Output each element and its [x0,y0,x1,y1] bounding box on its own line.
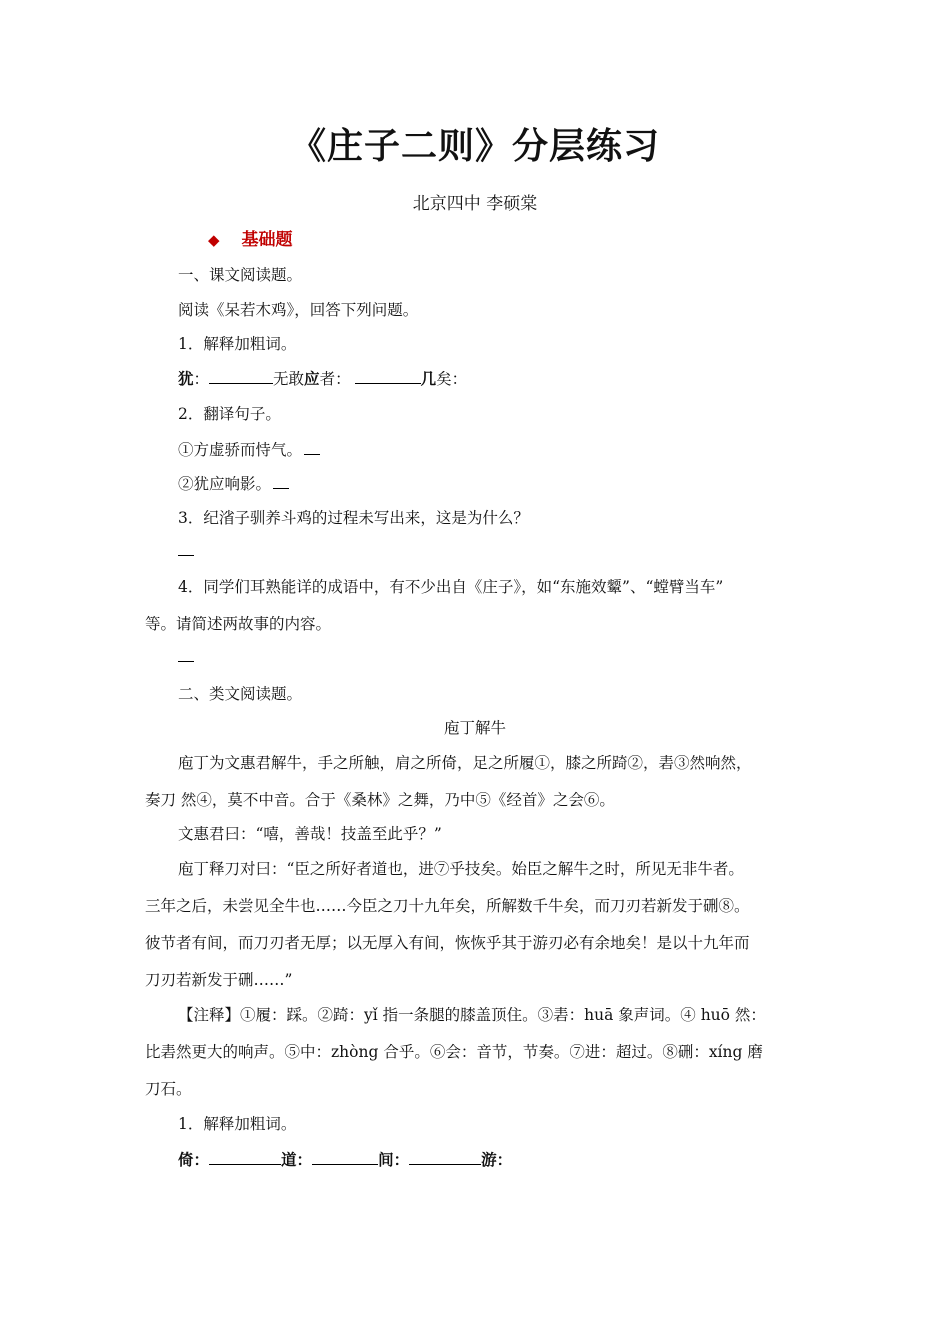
notes-line3: 刀石。 [145,1080,192,1098]
answer-blank[interactable] [304,440,320,455]
bold-term: 犹 [178,369,194,388]
answer-blank[interactable] [209,1150,281,1165]
part2-heading: 二、类文阅读题。 [178,685,303,703]
notes-line2: 比砉然更大的响声。⑤中：zhòng 合乎。⑥会：音节，节奏。⑦进：超过。⑧硎：xíng 磨 [145,1043,763,1061]
answer-blank[interactable] [355,369,421,384]
story-paragraph-3-line3: 彼节者有间，而刀刃者无厚；以无厚入有间，恢恢乎其于游刃必有余地矣！是以十九年而 [145,934,750,952]
story-paragraph-3-line2: 三年之后，未尝见全牛也……今臣之刀十九年矣，所解数千牛矣，而刀刃若新发于硎⑧。 [145,897,750,915]
answer-blank[interactable] [178,647,194,662]
section-heading [208,225,293,250]
answer-blank[interactable] [273,474,289,489]
part1-question-4-line1: 4．同学们耳熟能详的成语中，有不少出自《庄子》，如“东施效颦”、“螳臂当车” [178,578,724,596]
part1-question-2: 2．翻译句子。 [178,405,281,423]
story-paragraph-2: 文惠君曰：“嘻，善哉！技盖至此乎？” [178,825,442,843]
story-paragraph-1-line2: 奏刀 然④，莫不中音。合于《桑林》之舞，乃中⑤《经首》之会⑥。 [145,791,615,809]
bold-term: 间 [378,1150,394,1169]
part1-question-4-line2: 等。请简述两故事的内容。 [145,615,332,633]
story-paragraph-1-line1: 庖丁为文惠君解牛，手之所触，肩之所倚，足之所履①，膝之所踦②，砉③然响然， [178,754,752,772]
answer-blank[interactable] [178,541,194,556]
answer-blank[interactable] [312,1150,378,1165]
diamond-icon: ◆ [208,231,220,249]
part1-question-1-terms: 犹： 无敢应者： 几矣： [178,369,468,388]
page-title: 《庄子二则》分层练习 [289,126,660,167]
part1-question-3: 3．纪渻子驯养斗鸡的过程未写出来，这是为什么？ [178,509,529,527]
part1-question-2b: ②犹应响影。 [178,472,289,494]
bold-term: 应 [304,369,320,388]
bold-term: 倚 [178,1150,194,1169]
part1-question-4-answer [178,647,194,666]
bold-term: 道 [281,1150,297,1169]
part1-question-1: 1．解释加粗词。 [178,335,297,353]
notes-line1: 【注释】①履：踩。②踦：yǐ 指一条腿的膝盖顶住。③砉：huā 象声词。④ huō 然： [178,1006,766,1024]
bold-term: 几 [420,369,437,388]
section-label: 基础题 [241,230,293,250]
story-paragraph-3-line4: 刀刃若新发于硎……” [145,971,293,989]
answer-blank[interactable] [209,369,273,384]
part1-question-3-answer [178,541,194,560]
part1-heading: 一、课文阅读题。 [178,266,303,284]
part2-question-1-terms: 倚： 道： 间： 游： [178,1150,513,1169]
story-paragraph-3-line1: 庖丁释刀对曰：“臣之所好者道也，进⑦乎技矣。始臣之解牛之时，所见无非牛者。 [178,860,744,878]
story-title: 庖丁解牛 [443,719,506,737]
bold-term: 游 [481,1150,497,1169]
part1-question-2a: ①方虚骄而恃气。 [178,438,320,460]
answer-blank[interactable] [409,1150,481,1165]
author-line: 北京四中 李硕棠 [412,194,538,214]
part2-question-1: 1．解释加粗词。 [178,1115,297,1133]
part1-intro: 阅读《呆若木鸡》，回答下列问题。 [178,301,419,319]
